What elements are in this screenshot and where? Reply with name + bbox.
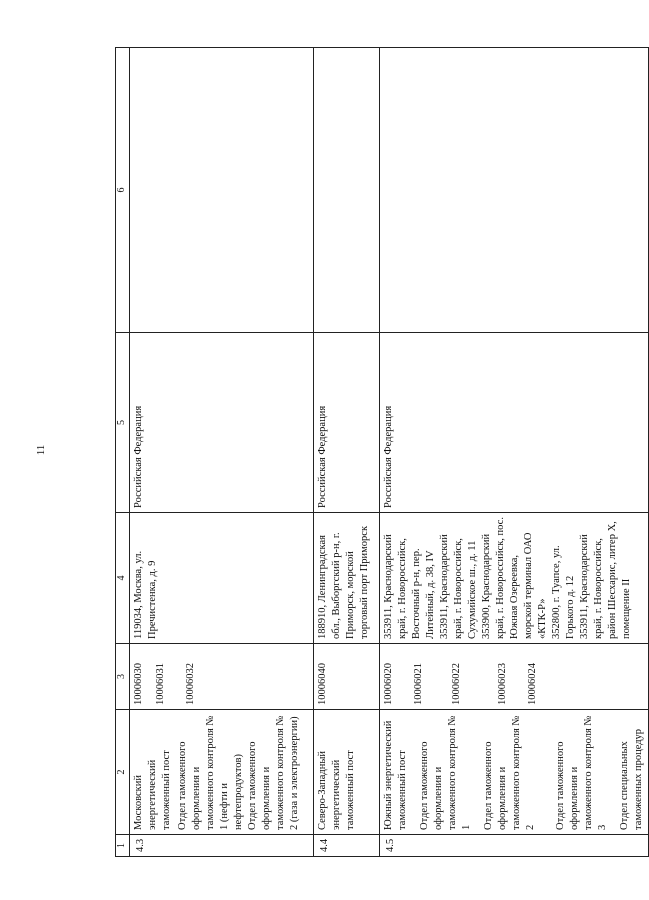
- row-number: 4.4: [314, 835, 380, 857]
- post-names-cell: [380, 710, 649, 835]
- post-code: 10006020: [383, 663, 394, 705]
- address: 119034, Москва, ул. Пречистенка, д. 9: [133, 550, 158, 639]
- row-number: 4.3: [130, 835, 314, 857]
- column-6-cell: [130, 48, 314, 333]
- post-name: Отдел таможенного оформления и таможенного контроля № 1: [419, 715, 472, 830]
- post-name: Северо-Западный энергетический таможенный пост: [317, 750, 356, 830]
- country-cell: Российская Федерация: [380, 333, 649, 513]
- address: 353911, Краснодарский край, г. Новороссийск, Сухумийское ш., д. 11: [439, 534, 478, 639]
- post-code: 10006031: [155, 663, 166, 705]
- post-name: Отдел таможенного оформления и таможенного контроля № 3: [555, 715, 608, 830]
- address: 353900, Краснодарский край, г. Новороссийск, пос. Южная Озереевка, морской терминал ОАО «КТК-Р»: [481, 517, 548, 639]
- address: 353911, Краснодарский край, г. Новороссийск, Восточный р-н, пер. Литейный, д. 38, IV: [383, 534, 436, 639]
- post-code: 10006030: [133, 663, 144, 705]
- post-name: Южный энергетический таможенный пост: [383, 720, 408, 830]
- header-cell-5: 5: [116, 333, 130, 513]
- post-name: Отдел специальных таможенных процедур: [619, 728, 644, 830]
- codes-cell: [380, 644, 649, 710]
- country-cell: Российская Федерация: [314, 333, 380, 513]
- header-cell-3: 3: [116, 644, 130, 710]
- post-code: 10006032: [185, 663, 196, 705]
- header-cell-6: 6: [116, 48, 130, 333]
- header-row: [116, 48, 130, 857]
- column-6-cell: [380, 48, 649, 333]
- post-code: 10006024: [527, 663, 538, 705]
- codes-cell: [314, 644, 380, 710]
- address: 353911, Краснодарский край, г. Новороссийск, район Шесхарис, литер X, помещение II: [579, 521, 632, 639]
- codes-cell: [130, 644, 314, 710]
- page-number: 11: [35, 444, 47, 456]
- table-row: [380, 48, 649, 857]
- country-cell: Российская Федерация: [130, 333, 314, 513]
- header-cell-2: 2: [116, 710, 130, 835]
- column-6-cell: [314, 48, 380, 333]
- post-code: 10006023: [497, 663, 508, 705]
- header-cell-1: 1: [116, 835, 130, 857]
- post-code: 10006022: [451, 663, 462, 705]
- post-names-cell: [314, 710, 380, 835]
- rotated-table-wrapper: [115, 48, 644, 857]
- post-code: 10006021: [413, 663, 424, 705]
- table-row: [314, 48, 380, 857]
- post-name: Московский энергетический таможенный пост: [133, 750, 172, 830]
- address-cell: [380, 513, 649, 644]
- post-names-cell: [130, 710, 314, 835]
- post-name: Отдел таможенного оформления и таможенного контроля № 2: [483, 715, 536, 830]
- row-number: 4.5: [380, 835, 649, 857]
- post-name: Отдел таможенного оформления и таможенного контроля № 1 (нефти и нефтепродуктов): [177, 715, 244, 830]
- address-cell: [130, 513, 314, 644]
- post-name: Отдел таможенного оформления и таможенного контроля № 2 (газа и электроэнергии): [247, 715, 300, 830]
- table-row: [130, 48, 314, 857]
- address: 188910, Ленинградская обл., Выборгский р-н, г. Приморск, морской торговый порт Приморск: [317, 525, 370, 639]
- address-cell: [314, 513, 380, 644]
- header-cell-4: 4: [116, 513, 130, 644]
- customs-posts-table: [115, 47, 649, 857]
- post-code: 10006040: [317, 663, 328, 705]
- address: 352800, г. Туапсе, ул. Горького д. 12: [551, 545, 576, 639]
